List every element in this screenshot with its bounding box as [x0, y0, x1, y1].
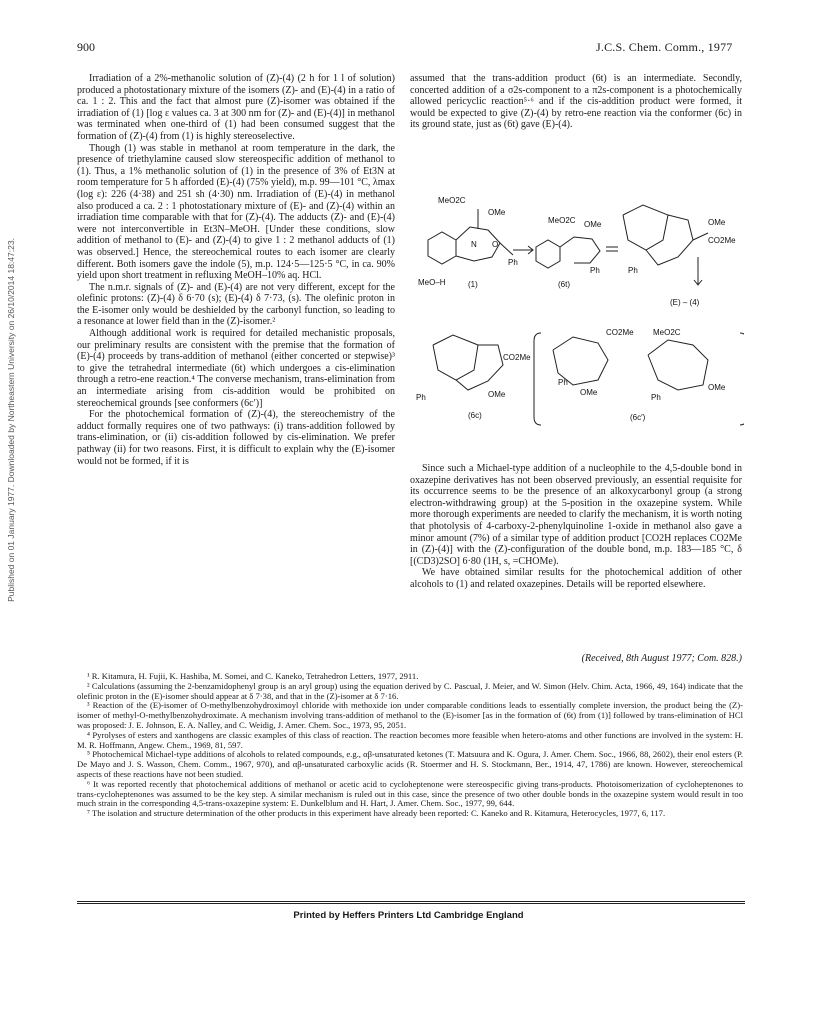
footnote: ³ Reaction of the (E)-isomer of O-methylbenzohydroximoyl chloride with methoxide ion under comparable conditions leads to essentially complete inversion, the product being the (Z)-isomer of methyl-O-methylbenzohydroximate. A mechanism involving trans-addition of methanol to the (E)-isomer [as in the formation of (6t) from (1)] followed by trans-elimination of HCl was proposed: J. E. Johnson, E. A. Nalley, and C. Weidig, J. Amer. Chem. Soc., 1973, 95, 2051.: [77, 700, 743, 730]
scheme-label: OMe: [584, 220, 602, 229]
benzene-ring: [536, 240, 560, 268]
right-column-top: [410, 73, 742, 131]
download-watermark-text: Published on 01 January 1977. Downloaded by Northeastern University on 26/10/2014 18:47:23.: [6, 238, 16, 602]
paragraph: The n.m.r. signals of (Z)- and (E)-(4) are not very different, except for the olefinic protons: (Z)-(4) δ 6·70 (s); (E)-(4) δ 7·73, (s). The olefinic proton in the E-isomer only would be deshielded by the carbonyl function, so leading to a resonance at lower field than in the (Z)-isomer.²: [77, 281, 395, 328]
scheme-label: N: [471, 240, 477, 249]
scheme-label: Ph: [508, 258, 518, 267]
paragraph: Since such a Michael-type addition of a nucleophile to the 4,5-double bond in oxazepine derivatives has not been observed previously, an essential requisite for its occurrence seems to be the presence of an alkoxycarbonyl group (a strong electron-withdrawing group) at the 5-position in the oxazepine system. While more thorough experiments are needed to clarify the mechanism, it is worth noting that photolysis of 4-carboxy-2-phenylquinoline 1-oxide in methanol also gave a minor amount (7%) of a similar type of addition product [CO2H replaces CO2Me in (Z)-(4)] with the (Z)-configuration of the double bond, m.p. 183—185 °C, δ [(CD3)2SO] 6·80 (1H, s, =CHOMe).: [410, 463, 742, 567]
compound-label: (E) – (4): [670, 298, 700, 307]
footnotes: [77, 672, 743, 819]
scheme-label: Ph: [590, 266, 600, 275]
scheme-label: MeO2C: [653, 328, 681, 337]
scheme-label: Ph: [651, 393, 661, 402]
footnote: ² Calculations (assuming the 2-benzamidophenyl group is an aryl group) using the equation derived by C. Pascual, J. Meier, and W. Simon (Helv. Chim. Acta, 1966, 49, 164) indicate that the olefinic proton in the (E)-isomer should appear at δ 7·38, and that in the (Z)-isomer at δ 7·16.: [77, 680, 743, 701]
reaction-scheme: [408, 185, 744, 450]
footnote: ¹ R. Kitamura, H. Fujii, K. Hashiba, M. Somei, and C. Kaneko, Tetrahedron Letters, 1977, 2911.: [87, 671, 419, 681]
scheme-label: CO2Me: [503, 353, 531, 362]
footnote: ⁷ The isolation and structure determination of the other products in this experiment have already been reported: C. Kaneko and R. Kitamura, Heterocycles, 1977, 6, 117.: [87, 808, 666, 819]
footnote: ⁴ Pyrolyses of esters and xanthogens are classic examples of this class of reaction. The reaction becomes more feasible when hetero-atoms and other functions are involved in the system: H. M. R. Hoffmann, Angew. Chem., 1969, 81, 597.: [77, 729, 743, 750]
scheme-label: OMe: [708, 383, 726, 392]
paragraph: For the photochemical formation of (Z)-(4), the stereochemistry of the adduct formally requires one of two pathways: (i) trans-addition followed by trans-elimination, or (ii) cis-addition followed by cis-elimination. We prefer pathway (ii) for two reasons. First, it is difficult to explain why the (E)-isomer would not be formed, if it is: [77, 409, 395, 467]
bicyclic-3d-structure: [648, 340, 708, 390]
divider: [77, 903, 745, 904]
bicyclic-3d-structure: [623, 205, 668, 250]
paragraph: Although additional work is required for detailed mechanistic proposals, our preliminary results are consistent with the premise that the formation of (E)-(4) proceeds by trans-addition of methanol (either concerted or stepwise)³ to give the tetrahedral intermediate (6t) which undergoes a cis-elimination through a retro-ene reaction.⁴ The converse mechanism, trans-elimination from an intermediate arising from cis-addition would be prohibited on stereochemical grounds [see conformers (6c′)]: [77, 328, 395, 409]
scheme-label: MeO–H: [418, 278, 446, 287]
paragraph: We have obtained similar results for the photochemical addition of other alcohols to (1) and related oxazepines. Details will be reported elsewhere.: [410, 567, 742, 590]
scheme-label: OMe: [488, 390, 506, 399]
divider: [77, 901, 745, 902]
journal-header: J.C.S. Chem. Comm., 1977: [596, 40, 733, 54]
benzene-ring: [428, 232, 456, 264]
footnote: ⁵ Photochemical Michael-type additions of alcohols to related compounds, e.g., αβ-unsaturated ketones (T. Matsuura and K. Ogura, J. Amer. Chem. Soc., 1966, 88, 2602), their enol esters (P. De Mayo and J. S. Wasson, Chem. Comm., 1967, 970), and αβ-unsaturated carboxylic acids (R. Stoermer and H. S. Stockmann, Ber., 1914, 47, 1786) are known. However, stereochemical aspects of these reactions have not been studied.: [77, 749, 743, 779]
compound-label: (1): [468, 280, 478, 289]
scheme-label: CO2Me: [606, 328, 634, 337]
scheme-label: Ph: [416, 393, 426, 402]
scheme-label: MeO2C: [438, 196, 466, 205]
received-date: (Received, 8th August 1977; Com. 828.): [581, 653, 742, 664]
footnote: ⁶ It was reported recently that photochemical additions of methanol or acetic acid to cycloheptenone were stereospecific giving trans-products. Photoisomerization of cycloheptenones to trans-cycloheptenones was assumed to be the key step. A similar mechanism is ruled out in this case, since the presence of two other double bonds in the oxazepine system would result in too much strain in the corresponding 4,5-trans-oxazepine system: E. Dunkelblum and H. Hart, J. Amer. Chem. Soc., 1977, 99, 644.: [77, 778, 743, 809]
scheme-label: OMe: [488, 208, 506, 217]
scheme-label: OMe: [708, 218, 726, 227]
scheme-label: O: [492, 240, 499, 249]
scheme-label: CO2Me: [708, 236, 736, 245]
right-column-bottom: [410, 463, 742, 591]
compound-label: (6t): [558, 280, 570, 289]
left-column: [77, 73, 395, 467]
scheme-label: Ph: [628, 266, 638, 275]
paragraph: assumed that the trans-addition product (6t) is an intermediate. Secondly, concerted addition of a σ2s-component to a π2s-component is a photochemically allowed pericyclic reaction⁵·⁶ and if the cis-addition product were formed, it would be expected to give (Z)-(4) by retro-ene reaction via the conformer (6c) in its ground state, just as (6t) gave (E)-(4).: [410, 73, 742, 131]
paragraph: Irradiation of a 2%-methanolic solution of (Z)-(4) (2 h for 1 l of solution) produced a photostationary mixture of the isomers (Z)- and (E)-(4) in a ratio of ca. 1 : 2. This and the fact that almost pure (Z)-isomer was obtained if the irradiation of (1) [log ε values ca. 3 at 300 nm for (Z)- and (E)-(4)] in methanol was terminated when one-third of (1) had been consumed suggest that the formation of (Z)-(4) from (1) is highly stereoselective.: [77, 73, 395, 142]
page-number: 900: [77, 40, 95, 54]
compound-label: (6c): [468, 411, 482, 420]
scheme-label: MeO2C: [548, 216, 576, 225]
bicyclic-3d-structure: [433, 335, 478, 380]
scheme-label: OMe: [580, 388, 598, 397]
compound-label: (6c′): [630, 413, 646, 422]
paragraph: Though (1) was stable in methanol at room temperature in the dark, the presence of triethylamine caused slow stereospecific addition of methanol to (1). Thus, a 1% methanolic solution of (1) in the presence of 3% of Et3N at room temperature for 5 h afforded (E)-(4) (75% yield), m.p. 99—101 °C, λmax (log ε): 226 (4·38) and 251 sh (4·30) nm. Irradiation of (E)-(4) in methanol also produced a ca. 2 : 1 photostationary mixture of (E)- and (Z)-(4) within an irradiation time comparable with that for (Z)-(4). The adducts (Z)- and (E)-(4) were not interconvertible in Et3N–MeOH. [Under these conditions, slow addition of methanol to (E)- and (Z)-(4) to give 1 : 2 methanol adducts of (1) was observed.] Hence, the stereochemical routes to each isomer are clearly different. Both isomers gave the indole (5), m.p. 124·5—125·5 °C, in ca. 90% yield upon short treatment in refluxing MeOH–10% aq. HCl.: [77, 142, 395, 282]
printer-credit: Printed by Heffers Printers Ltd Cambridge England: [293, 910, 524, 921]
download-watermark: [2, 190, 20, 650]
scheme-label: Ph: [558, 378, 568, 387]
